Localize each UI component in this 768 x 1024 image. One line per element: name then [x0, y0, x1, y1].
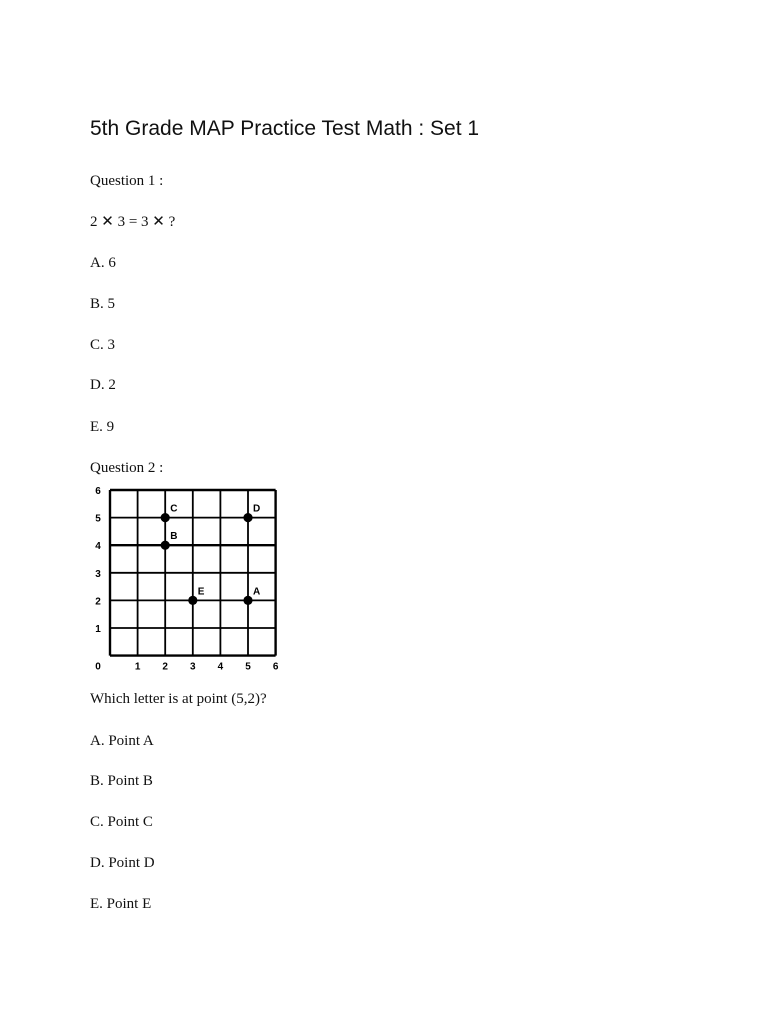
point-c-label: C: [170, 503, 178, 515]
x-tick-label: 2: [162, 661, 168, 673]
question-1-option-c: C. 3: [90, 337, 116, 353]
x-tick-label: 4: [217, 661, 224, 673]
point-e-label: E: [197, 586, 205, 598]
coordinate-grid: [92, 484, 282, 678]
point-a-label: A: [253, 586, 261, 598]
origin-label: 0: [95, 661, 101, 673]
question-2-heading: Question 2 :: [90, 460, 164, 476]
y-tick-label: 2: [95, 596, 101, 608]
question-1-option-e: E. 9: [90, 419, 115, 435]
point-b-marker: [161, 541, 170, 550]
point-e-marker: [188, 596, 197, 605]
x-tick-label: 5: [245, 661, 251, 673]
y-tick-label: 3: [95, 568, 101, 580]
y-tick-label: 6: [95, 486, 101, 497]
point-d-marker: [243, 513, 252, 522]
x-tick-label: 6: [272, 661, 279, 673]
question-2-option-d: D. Point D: [90, 855, 155, 871]
question-1-prompt: 2 ✕ 3 = 3 ✕ ?: [90, 214, 176, 230]
question-2-option-c: C. Point C: [90, 814, 153, 830]
question-1-heading: Question 1 :: [90, 173, 164, 189]
question-1-option-b: B. 5: [90, 296, 116, 312]
point-a-marker: [243, 596, 252, 605]
question-2-option-b: B. Point B: [90, 773, 153, 789]
point-d-label: D: [253, 503, 261, 515]
x-tick-label: 3: [190, 661, 196, 673]
x-tick-label: 1: [134, 661, 141, 673]
y-tick-label: 1: [95, 624, 101, 635]
y-tick-label: 4: [95, 541, 101, 553]
question-2-option-a: A. Point A: [90, 733, 154, 749]
point-b-label: B: [170, 531, 178, 543]
question-2-prompt: Which letter is at point (5,2)?: [90, 691, 267, 707]
page-title: 5th Grade MAP Practice Test Math : Set 1: [90, 117, 480, 140]
question-1-option-d: D. 2: [90, 377, 116, 393]
question-2-option-e: E. Point E: [90, 896, 152, 912]
y-tick-label: 5: [95, 513, 101, 525]
point-c-marker: [161, 513, 170, 522]
question-1-option-a: A. 6: [90, 255, 116, 271]
